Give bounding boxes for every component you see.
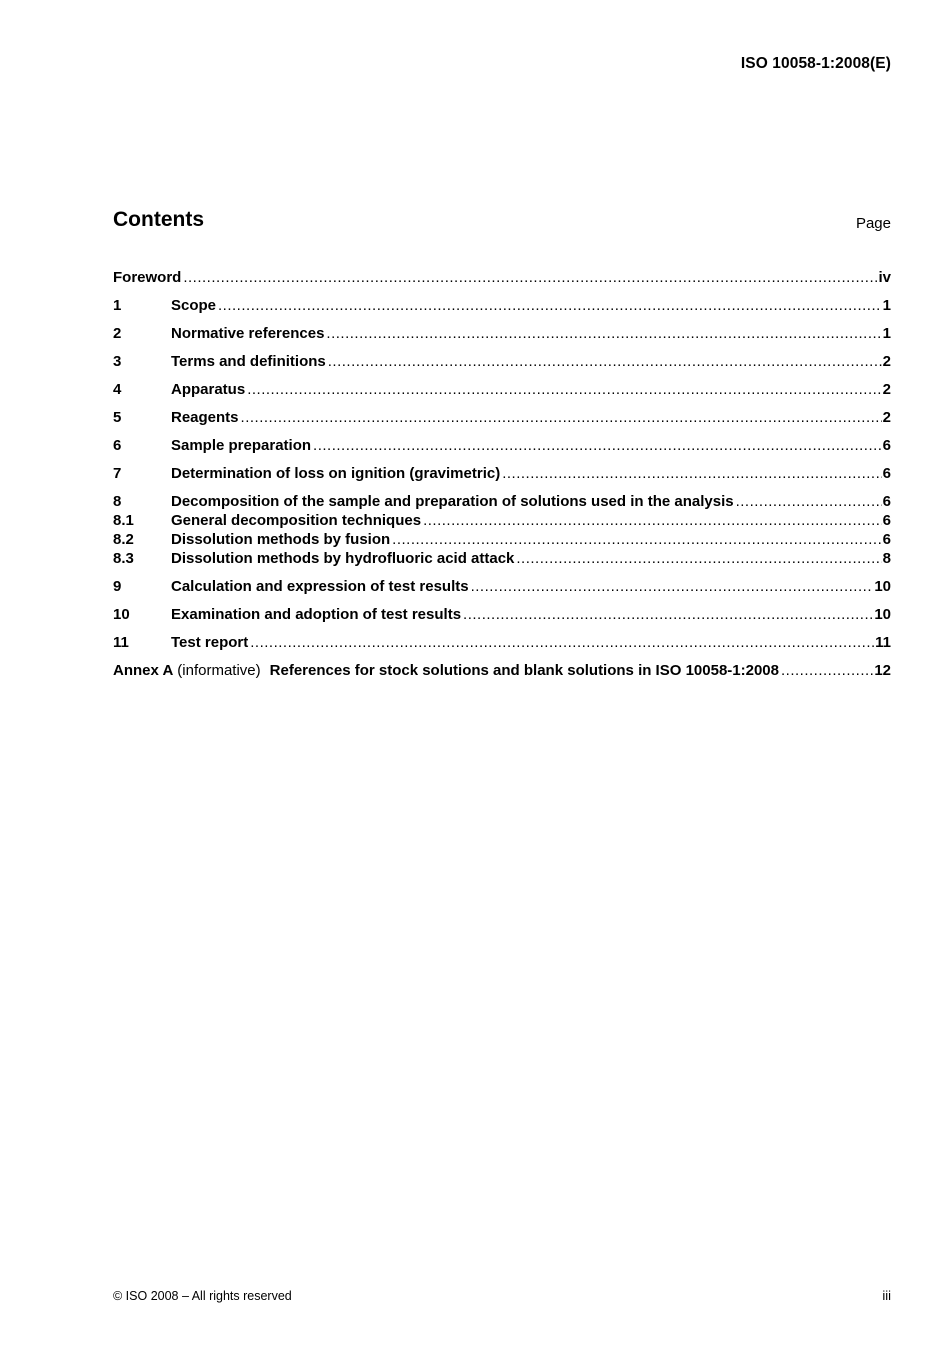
- toc-entry-page: 6: [882, 531, 891, 548]
- toc-entry-7[interactable]: [113, 464, 891, 483]
- annex-label: Annex A: [113, 662, 174, 679]
- toc-entry-title: Determination of loss on ignition (gravimetric): [171, 465, 501, 482]
- toc-entry-8-3[interactable]: [113, 549, 891, 568]
- leader-dots: [736, 492, 882, 511]
- leader-dots: [250, 633, 874, 652]
- toc-entry-number: 8.1: [113, 512, 134, 529]
- toc-entry-page: 2: [882, 409, 891, 426]
- toc-entry-number: 8.2: [113, 531, 134, 548]
- leader-dots: [313, 436, 882, 455]
- leader-dots: [247, 380, 881, 399]
- toc-entry-number: 10: [113, 606, 130, 623]
- leader-dots: [326, 324, 881, 343]
- toc-entry-2[interactable]: [113, 324, 891, 343]
- leader-dots: [392, 530, 881, 549]
- toc-entry-page: 11: [875, 634, 891, 651]
- toc-entry-6[interactable]: [113, 436, 891, 455]
- table-of-contents: [113, 268, 891, 680]
- toc-entry-11[interactable]: [113, 633, 891, 652]
- toc-entry-8-1[interactable]: [113, 511, 891, 530]
- page-number: iii: [882, 1288, 891, 1303]
- leader-dots: [781, 661, 873, 680]
- toc-entry-page: 12: [874, 662, 891, 679]
- copyright-notice: © ISO 2008 – All rights reserved: [113, 1289, 292, 1303]
- toc-entry-title: Sample preparation: [171, 437, 312, 454]
- leader-dots: [516, 549, 881, 568]
- toc-entry-title: Dissolution methods by fusion: [171, 531, 391, 548]
- toc-entry-number: 5: [113, 409, 122, 426]
- toc-entry-3[interactable]: [113, 352, 891, 371]
- toc-entry-page: 2: [882, 381, 891, 398]
- toc-entry-page: 2: [882, 353, 891, 370]
- toc-entry-title: Normative references: [171, 325, 325, 342]
- annex-title: References for stock solutions and blank solutions in ISO 10058-1:2008: [269, 662, 779, 679]
- toc-entry-page: 6: [882, 493, 891, 510]
- toc-entry-title: Decomposition of the sample and preparation of solutions used in the analysis: [171, 493, 734, 510]
- toc-entry-title: Dissolution methods by hydrofluoric acid attack: [171, 550, 515, 567]
- toc-entry-title: Apparatus: [171, 381, 246, 398]
- toc-entry-5[interactable]: [113, 408, 891, 427]
- toc-entry-9[interactable]: [113, 577, 891, 596]
- toc-entry-1[interactable]: [113, 296, 891, 315]
- toc-entry-8-2[interactable]: [113, 530, 891, 549]
- leader-dots: [218, 296, 882, 315]
- toc-entry-title: Examination and adoption of test results: [171, 606, 462, 623]
- toc-entry-title: Foreword: [113, 269, 182, 286]
- toc-entry-annex-a[interactable]: [113, 661, 891, 680]
- leader-dots: [502, 464, 881, 483]
- toc-entry-10[interactable]: [113, 605, 891, 624]
- page-column-label: Page: [855, 215, 891, 232]
- toc-entry-title: Scope: [171, 297, 217, 314]
- toc-entry-page: 6: [882, 437, 891, 454]
- contents-heading: Contents: [113, 208, 204, 231]
- toc-entry-number: 1: [113, 297, 122, 314]
- toc-entry-title: Calculation and expression of test results: [171, 578, 469, 595]
- toc-entry-number: 9: [113, 578, 122, 595]
- toc-entry-4[interactable]: [113, 380, 891, 399]
- leader-dots: [328, 352, 882, 371]
- toc-entry-page: 10: [874, 606, 891, 623]
- toc-entry-number: 2: [113, 325, 122, 342]
- toc-entry-title: Terms and definitions: [171, 353, 326, 370]
- toc-entry-number: 6: [113, 437, 122, 454]
- toc-entry-page: 8: [882, 550, 891, 567]
- toc-entry-title: General decomposition techniques: [171, 512, 422, 529]
- toc-entry-page: 1: [882, 325, 891, 342]
- toc-entry-number: 3: [113, 353, 122, 370]
- toc-entry-page: iv: [878, 269, 891, 286]
- toc-entry-number: 11: [113, 634, 129, 651]
- toc-entry-page: 6: [882, 465, 891, 482]
- toc-entry-number: 7: [113, 465, 122, 482]
- toc-entry-page: 6: [882, 512, 891, 529]
- leader-dots: [241, 408, 882, 427]
- leader-dots: [183, 268, 877, 287]
- toc-entry-title: Test report: [171, 634, 249, 651]
- toc-entry-number: 4: [113, 381, 122, 398]
- toc-entry-number: 8.3: [113, 550, 134, 567]
- toc-entry-title: Reagents: [171, 409, 239, 426]
- toc-entry-page: 10: [874, 578, 891, 595]
- toc-entry-foreword[interactable]: [113, 268, 891, 287]
- leader-dots: [423, 511, 882, 530]
- annex-type: (informative): [177, 662, 261, 679]
- document-id: ISO 10058-1:2008(E): [740, 55, 891, 72]
- toc-entry-page: 1: [882, 297, 891, 314]
- leader-dots: [463, 605, 873, 624]
- leader-dots: [471, 577, 874, 596]
- toc-entry-8[interactable]: [113, 492, 891, 511]
- toc-entry-number: 8: [113, 493, 122, 510]
